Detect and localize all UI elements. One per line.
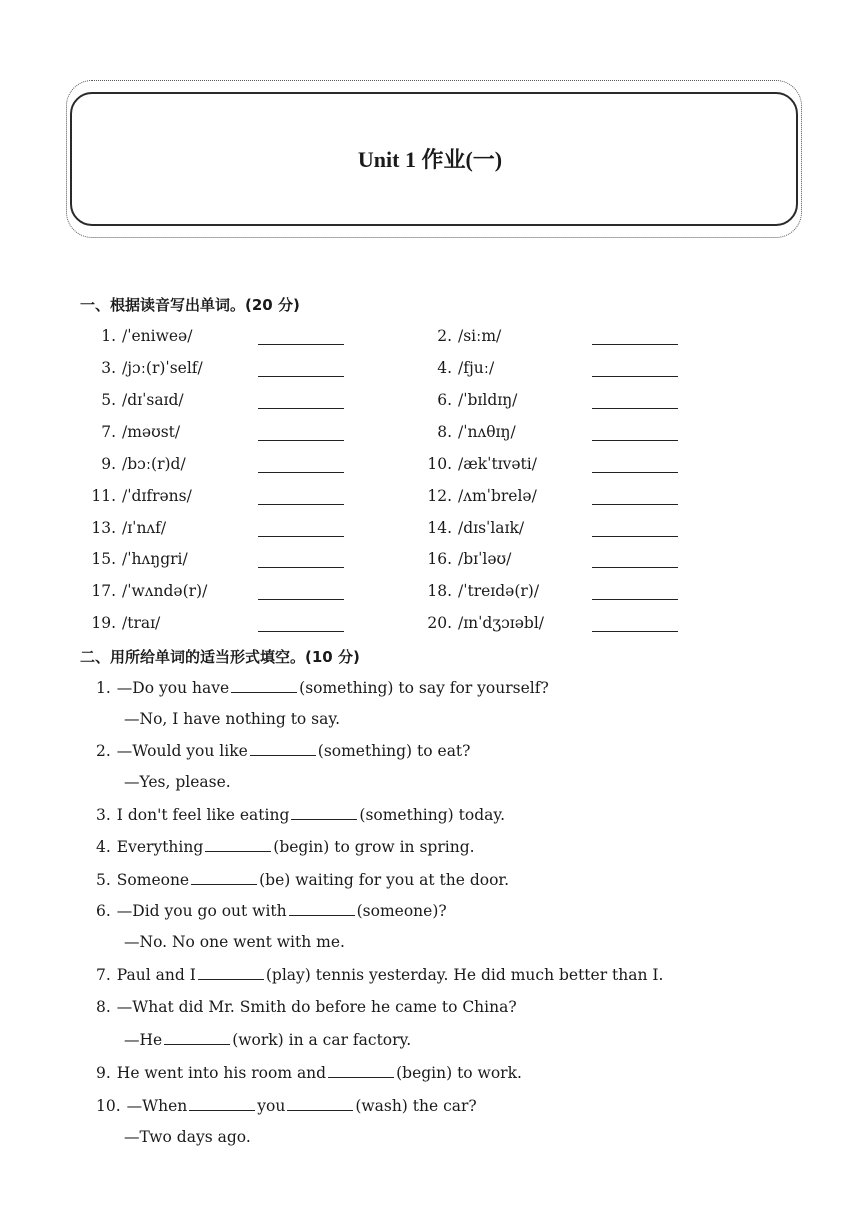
item-number: 12. bbox=[427, 487, 452, 505]
answer-blank[interactable] bbox=[592, 408, 678, 409]
pronunciation-item-2 bbox=[420, 327, 690, 351]
answer-blank[interactable] bbox=[291, 805, 357, 820]
pronunciation-item-15 bbox=[84, 550, 354, 574]
answer-blank[interactable] bbox=[258, 472, 344, 473]
question-hint: (something) to say for yourself? bbox=[299, 679, 549, 697]
answer-blank[interactable] bbox=[592, 504, 678, 505]
pronunciation-item-18 bbox=[420, 582, 690, 606]
phonetic-transcription: /fjuː/ bbox=[458, 359, 495, 377]
pronunciation-item-16 bbox=[420, 550, 690, 574]
phonetic-transcription: /dɪsˈlaɪk/ bbox=[458, 519, 525, 537]
item-number: 1. bbox=[101, 327, 116, 345]
question-5 bbox=[96, 870, 509, 889]
question-number: 4. bbox=[96, 838, 111, 856]
phonetic-transcription: /ˈtreɪdə(r)/ bbox=[458, 582, 540, 600]
question-9 bbox=[96, 1063, 522, 1082]
pronunciation-item-14 bbox=[420, 519, 690, 543]
answer-blank[interactable] bbox=[592, 472, 678, 473]
answer-blank[interactable] bbox=[164, 1030, 230, 1045]
phonetic-transcription: /ækˈtɪvəti/ bbox=[458, 455, 537, 473]
answer-line bbox=[124, 773, 231, 791]
answer-blank[interactable] bbox=[231, 678, 297, 693]
phonetic-transcription: /ˈhʌŋgri/ bbox=[122, 550, 188, 568]
answer-blank[interactable] bbox=[189, 1096, 255, 1111]
answer-line bbox=[124, 1030, 411, 1049]
phonetic-transcription: /bɪˈləʊ/ bbox=[458, 550, 512, 568]
answer-blank[interactable] bbox=[258, 599, 344, 600]
section2-heading: 二、用所给单词的适当形式填空。(10 分) bbox=[80, 648, 360, 666]
phonetic-transcription: /ˈeniweə/ bbox=[122, 327, 193, 345]
section1-heading: 一、根据读音写出单词。(20 分) bbox=[80, 296, 300, 314]
answer-blank[interactable] bbox=[592, 440, 678, 441]
question-4 bbox=[96, 837, 475, 856]
item-number: 7. bbox=[101, 423, 116, 441]
question-7 bbox=[96, 965, 663, 984]
item-number: 4. bbox=[437, 359, 452, 377]
question-text: —Two days ago. bbox=[124, 1128, 251, 1146]
question-text: —What did Mr. Smith do before he came to China? bbox=[116, 998, 517, 1016]
question-number: 1. bbox=[96, 679, 111, 697]
question-6 bbox=[96, 901, 447, 920]
phonetic-transcription: /ʌmˈbrelə/ bbox=[458, 487, 537, 505]
answer-blank[interactable] bbox=[592, 599, 678, 600]
question-number: 10. bbox=[96, 1097, 121, 1115]
phonetic-transcription: /traɪ/ bbox=[122, 614, 161, 632]
question-text: I don't feel like eating bbox=[116, 806, 290, 824]
pronunciation-item-7 bbox=[84, 423, 354, 447]
answer-blank[interactable] bbox=[250, 741, 316, 756]
item-number: 2. bbox=[437, 327, 452, 345]
question-10 bbox=[96, 1096, 477, 1115]
answer-blank[interactable] bbox=[287, 1096, 353, 1111]
item-number: 6. bbox=[437, 391, 452, 409]
question-number: 3. bbox=[96, 806, 111, 824]
answer-line bbox=[124, 1128, 251, 1146]
pronunciation-item-19 bbox=[84, 614, 354, 638]
question-text: —He bbox=[124, 1031, 163, 1049]
question-text: Everything bbox=[116, 838, 204, 856]
pronunciation-item-1 bbox=[84, 327, 354, 351]
phonetic-transcription: /jɔː(r)ˈself/ bbox=[122, 359, 203, 377]
answer-line bbox=[124, 710, 340, 728]
phonetic-transcription: /ˈnʌθɪŋ/ bbox=[458, 423, 516, 441]
question-hint: (someone)? bbox=[356, 902, 447, 920]
question-8 bbox=[96, 998, 517, 1016]
pronunciation-item-8 bbox=[420, 423, 690, 447]
phonetic-transcription: /ˈwʌndə(r)/ bbox=[122, 582, 208, 600]
item-number: 19. bbox=[91, 614, 116, 632]
item-number: 10. bbox=[427, 455, 452, 473]
answer-blank[interactable] bbox=[328, 1063, 394, 1078]
page-title: Unit 1 作业(一) bbox=[357, 147, 503, 172]
answer-blank[interactable] bbox=[191, 870, 257, 885]
pronunciation-item-17 bbox=[84, 582, 354, 606]
question-text: —Did you go out with bbox=[116, 902, 287, 920]
item-number: 13. bbox=[91, 519, 116, 537]
question-hint: (play) tennis yesterday. He did much better than I. bbox=[265, 966, 664, 984]
answer-blank[interactable] bbox=[592, 344, 678, 345]
phonetic-transcription: /ˈdɪfrəns/ bbox=[122, 487, 192, 505]
answer-blank[interactable] bbox=[258, 504, 344, 505]
pronunciation-item-6 bbox=[420, 391, 690, 415]
answer-blank[interactable] bbox=[198, 965, 264, 980]
item-number: 20. bbox=[427, 614, 452, 632]
answer-blank[interactable] bbox=[592, 376, 678, 377]
question-text: Paul and I bbox=[116, 966, 196, 984]
question-text: —No. No one went with me. bbox=[124, 933, 345, 951]
item-number: 15. bbox=[91, 550, 116, 568]
pronunciation-item-13 bbox=[84, 519, 354, 543]
question-text: you bbox=[257, 1097, 286, 1115]
answer-blank[interactable] bbox=[258, 440, 344, 441]
question-3 bbox=[96, 805, 505, 824]
answer-blank[interactable] bbox=[258, 408, 344, 409]
pronunciation-item-10 bbox=[420, 455, 690, 479]
question-text: He went into his room and bbox=[116, 1064, 327, 1082]
question-text: —When bbox=[126, 1097, 188, 1115]
pronunciation-item-11 bbox=[84, 487, 354, 511]
answer-line bbox=[124, 933, 345, 951]
item-number: 16. bbox=[427, 550, 452, 568]
question-number: 5. bbox=[96, 871, 111, 889]
question-number: 8. bbox=[96, 998, 111, 1016]
question-text: —Yes, please. bbox=[124, 773, 231, 791]
question-text: Someone bbox=[116, 871, 190, 889]
question-hint: (wash) the car? bbox=[355, 1097, 477, 1115]
phonetic-transcription: /dɪˈsaɪd/ bbox=[122, 391, 184, 409]
item-number: 3. bbox=[101, 359, 116, 377]
answer-blank[interactable] bbox=[258, 567, 344, 568]
question-number: 2. bbox=[96, 742, 111, 760]
question-1 bbox=[96, 678, 549, 697]
item-number: 8. bbox=[437, 423, 452, 441]
phonetic-transcription: /bɔː(r)d/ bbox=[122, 455, 186, 473]
answer-blank[interactable] bbox=[258, 631, 344, 632]
answer-blank[interactable] bbox=[258, 344, 344, 345]
item-number: 17. bbox=[91, 582, 116, 600]
question-text: —Would you like bbox=[116, 742, 248, 760]
answer-blank[interactable] bbox=[258, 536, 344, 537]
answer-blank[interactable] bbox=[592, 567, 678, 568]
answer-blank[interactable] bbox=[592, 536, 678, 537]
pronunciation-item-20 bbox=[420, 614, 690, 638]
question-hint: (begin) to work. bbox=[396, 1064, 522, 1082]
pronunciation-item-5 bbox=[84, 391, 354, 415]
question-hint: (be) waiting for you at the door. bbox=[259, 871, 510, 889]
phonetic-transcription: /ˈbɪldɪŋ/ bbox=[458, 391, 518, 409]
pronunciation-item-9 bbox=[84, 455, 354, 479]
question-hint: (something) today. bbox=[359, 806, 505, 824]
question-number: 9. bbox=[96, 1064, 111, 1082]
item-number: 5. bbox=[101, 391, 116, 409]
question-hint: (something) to eat? bbox=[317, 742, 471, 760]
pronunciation-item-3 bbox=[84, 359, 354, 383]
item-number: 14. bbox=[427, 519, 452, 537]
question-hint: (begin) to grow in spring. bbox=[273, 838, 475, 856]
question-text: —No, I have nothing to say. bbox=[124, 710, 341, 728]
answer-blank[interactable] bbox=[592, 631, 678, 632]
pronunciation-item-4 bbox=[420, 359, 690, 383]
phonetic-transcription: /ɪˈnʌf/ bbox=[122, 519, 167, 537]
question-hint: (work) in a car factory. bbox=[232, 1031, 412, 1049]
question-text: —Do you have bbox=[116, 679, 230, 697]
answer-blank[interactable] bbox=[289, 901, 355, 916]
answer-blank[interactable] bbox=[205, 837, 271, 852]
question-number: 7. bbox=[96, 966, 111, 984]
phonetic-transcription: /ɪnˈdʒɔɪəbl/ bbox=[458, 614, 545, 632]
phonetic-transcription: /siːm/ bbox=[458, 327, 502, 345]
question-number: 6. bbox=[96, 902, 111, 920]
item-number: 11. bbox=[91, 487, 116, 505]
phonetic-transcription: /məʊst/ bbox=[122, 423, 181, 441]
pronunciation-item-12 bbox=[420, 487, 690, 511]
item-number: 18. bbox=[427, 582, 452, 600]
answer-blank[interactable] bbox=[258, 376, 344, 377]
question-2 bbox=[96, 741, 470, 760]
item-number: 9. bbox=[101, 455, 116, 473]
